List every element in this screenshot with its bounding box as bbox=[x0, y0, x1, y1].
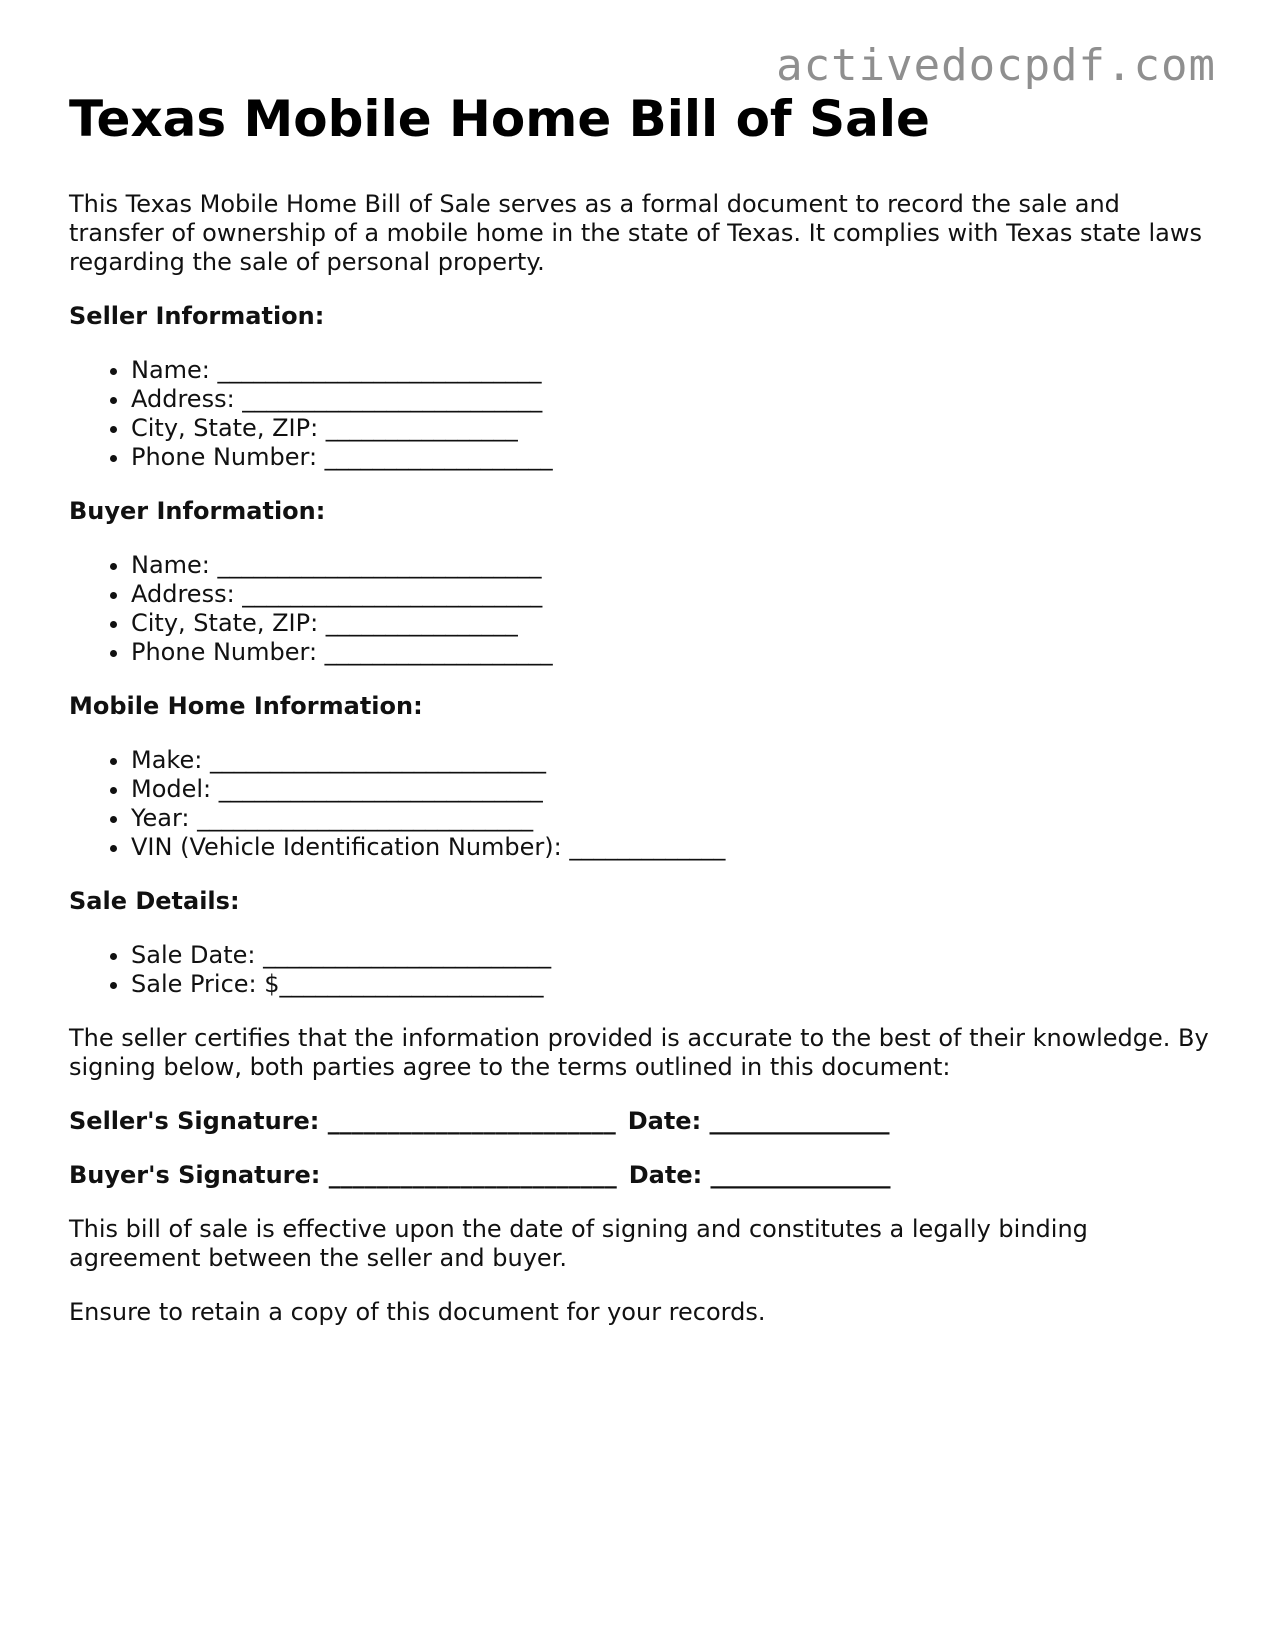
list-item: • Sale Price: $______________________ bbox=[131, 970, 1209, 999]
watermark: activedocpdf.com bbox=[776, 40, 1216, 91]
list-item: • City, State, ZIP: ________________ bbox=[131, 609, 1209, 638]
list-item: • Address: _________________________ bbox=[131, 580, 1209, 609]
seller-signature-label: Seller's Signature: ________________________ bbox=[69, 1107, 616, 1135]
buyer-date-label: Date: _______________ bbox=[628, 1161, 891, 1189]
buyer-signature-label: Buyer's Signature: ________________________ bbox=[69, 1161, 617, 1189]
sale-details-heading: Sale Details: bbox=[69, 887, 240, 915]
list-item: • Address: _________________________ bbox=[131, 385, 1209, 414]
intro-paragraph: This Texas Mobile Home Bill of Sale serves as a formal document to record the sale and transfer of ownership of a mobile home in the state of Texas. It complies with Texas state laws regarding the sale of personal property. bbox=[69, 190, 1202, 276]
list-item: • Name: ___________________________ bbox=[131, 356, 1209, 385]
list-item: • Make: ____________________________ bbox=[131, 746, 1209, 775]
list-item: • VIN (Vehicle Identification Number): _____________ bbox=[131, 833, 1209, 862]
certification-paragraph: The seller certifies that the information provided is accurate to the best of their knowledge. By signing below, both parties agree to the terms outlined in this document: bbox=[69, 1024, 1209, 1081]
mobile-home-list bbox=[69, 746, 1209, 862]
list-item: • Phone Number: ___________________ bbox=[131, 443, 1209, 472]
list-item: • Year: ____________________________ bbox=[131, 804, 1209, 833]
page-title: Texas Mobile Home Bill of Sale bbox=[69, 90, 930, 148]
document-page bbox=[69, 84, 1209, 1327]
seller-date-label: Date: _______________ bbox=[627, 1107, 890, 1135]
buyer-heading: Buyer Information: bbox=[69, 497, 326, 525]
list-item: • Phone Number: ___________________ bbox=[131, 638, 1209, 667]
sale-details-list bbox=[69, 941, 1209, 999]
list-item: • Name: ___________________________ bbox=[131, 551, 1209, 580]
list-item: • Model: ___________________________ bbox=[131, 775, 1209, 804]
buyer-list bbox=[69, 551, 1209, 667]
seller-heading: Seller Information: bbox=[69, 302, 325, 330]
mobile-home-heading: Mobile Home Information: bbox=[69, 692, 423, 720]
retain-paragraph: Ensure to retain a copy of this document for your records. bbox=[69, 1298, 766, 1326]
seller-signature-line bbox=[69, 1107, 1209, 1136]
buyer-signature-line bbox=[69, 1161, 1209, 1190]
list-item: • Sale Date: ________________________ bbox=[131, 941, 1209, 970]
seller-list bbox=[69, 356, 1209, 472]
list-item: • City, State, ZIP: ________________ bbox=[131, 414, 1209, 443]
effective-paragraph: This bill of sale is effective upon the date of signing and constitutes a legally binding agreement between the seller and buyer. bbox=[69, 1215, 1088, 1272]
